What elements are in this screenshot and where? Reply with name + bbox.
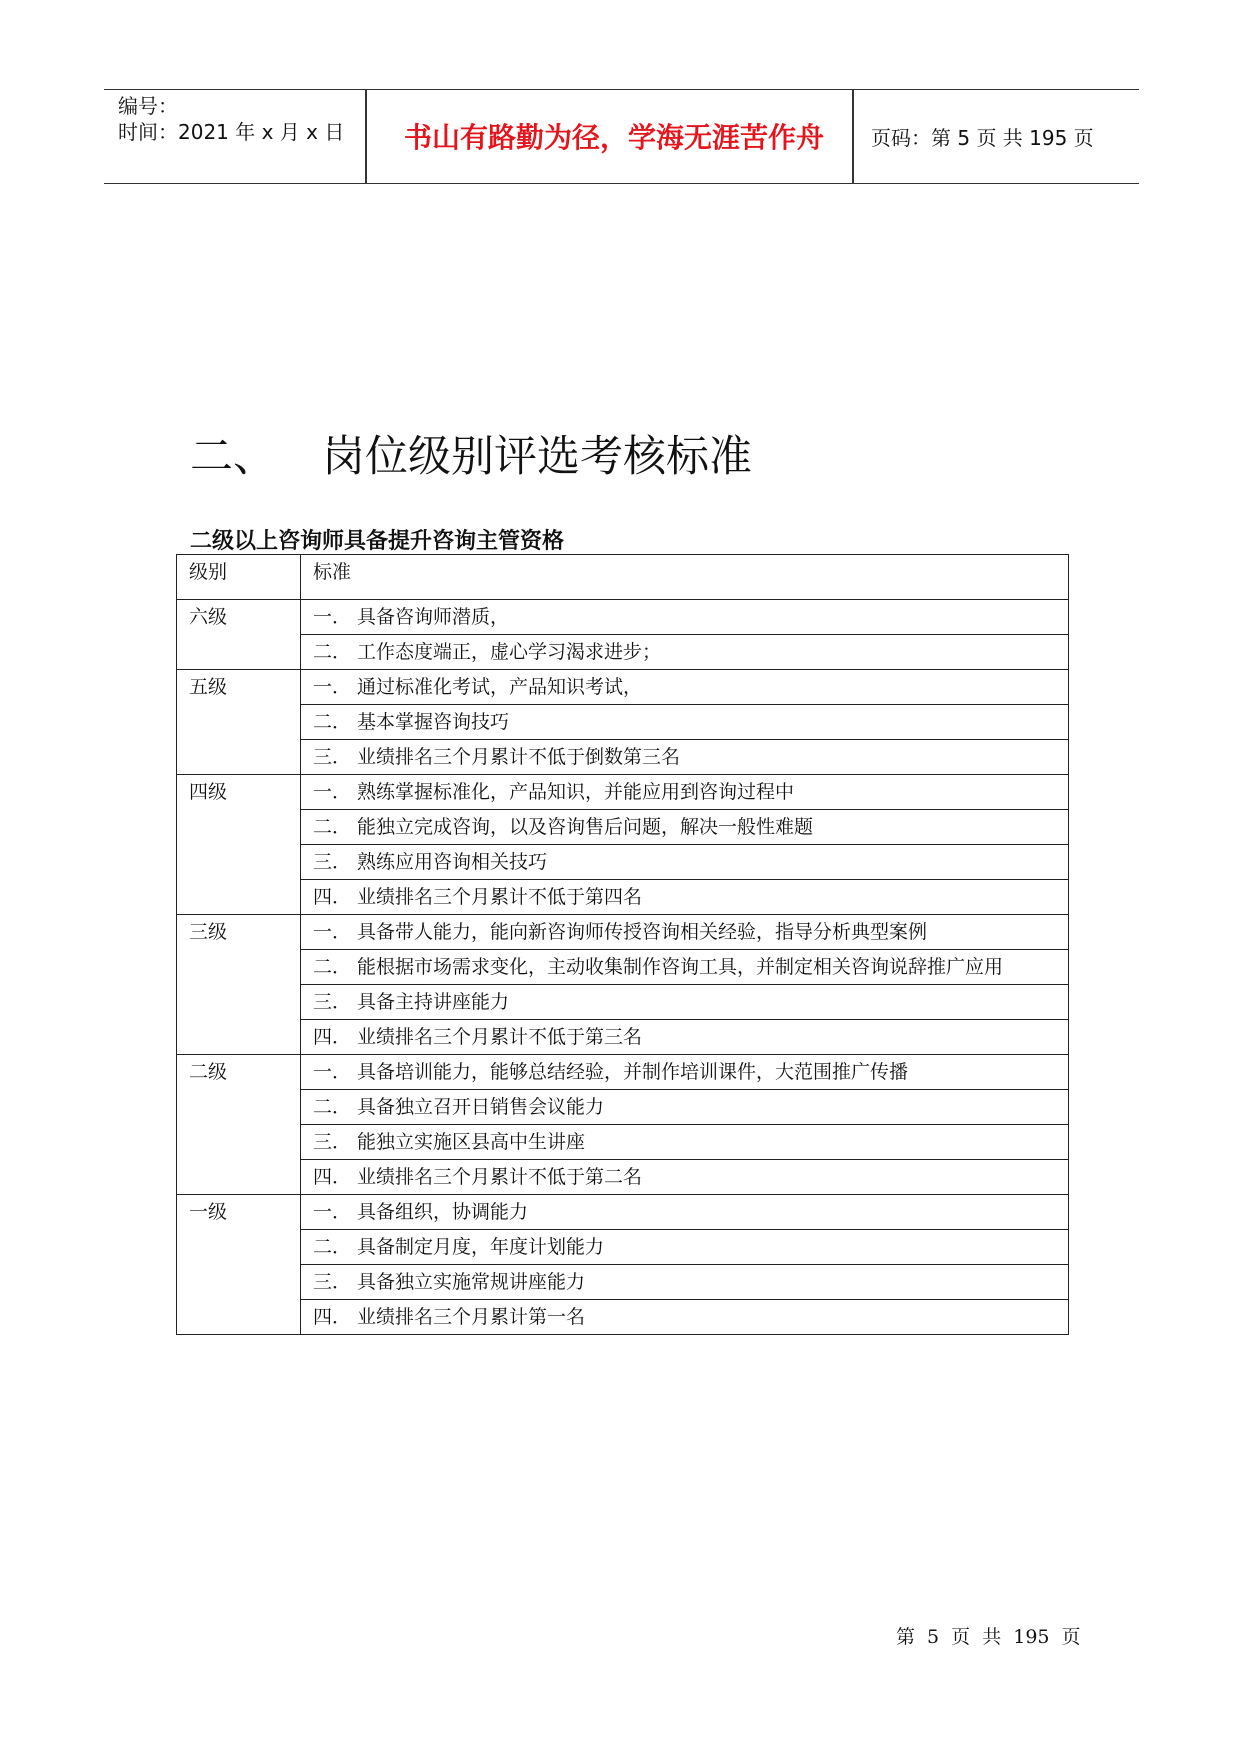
- criterion-text: 能独立实施区县高中生讲座: [357, 1131, 586, 1153]
- criterion-text: 业绩排名三个月累计不低于第四名: [357, 886, 643, 908]
- page-footer: 第 5 页 共 195 页: [896, 1626, 1081, 1648]
- criterion-index: 三．: [313, 1271, 352, 1293]
- table-row: [177, 1125, 1069, 1160]
- criterion-cell: [301, 1195, 1069, 1230]
- criterion-text: 业绩排名三个月累计不低于第三名: [357, 1026, 643, 1048]
- criterion-text: 能根据市场需求变化，主动收集制作咨询工具，并制定相关咨询说辞推广应用: [357, 956, 1004, 978]
- criterion-cell: [301, 1160, 1069, 1195]
- criterion-index: 二．: [313, 641, 352, 663]
- criterion-item: [313, 1024, 1058, 1050]
- criterion-item: [313, 604, 1058, 630]
- criterion-index: 三．: [313, 991, 352, 1013]
- criterion-text: 通过标准化考试，产品知识考试，: [357, 676, 643, 698]
- table-row: [177, 880, 1069, 915]
- section-number: 二、: [190, 432, 276, 482]
- table-row: [177, 1020, 1069, 1055]
- criterion-item: [313, 1234, 1058, 1260]
- criterion-item: [313, 954, 1058, 980]
- level-cell: 一级: [177, 1195, 301, 1335]
- criterion-text: 具备独立实施常规讲座能力: [357, 1271, 586, 1293]
- criterion-text: 熟练掌握标准化，产品知识，并能应用到咨询过程中: [357, 781, 795, 803]
- criterion-index: 二．: [313, 816, 352, 838]
- criterion-cell: [301, 1055, 1069, 1090]
- table-row: [177, 845, 1069, 880]
- criterion-index: 一．: [313, 606, 352, 628]
- criterion-cell: [301, 705, 1069, 740]
- criterion-cell: [301, 1300, 1069, 1335]
- criterion-index: 一．: [313, 1201, 352, 1223]
- level-cell: 二级: [177, 1055, 301, 1195]
- table-row: [177, 810, 1069, 845]
- header-cell-level: 级别: [177, 555, 301, 600]
- header-cell-criteria: 标准: [301, 555, 1069, 600]
- criterion-index: 四．: [313, 1026, 352, 1048]
- table-row: [177, 1055, 1069, 1090]
- criterion-cell: [301, 880, 1069, 915]
- table-caption: 二级以上咨询师具备提升咨询主管资格: [190, 529, 565, 554]
- header-divider: [852, 90, 854, 183]
- table-row: [177, 1195, 1069, 1230]
- table-row: [177, 600, 1069, 635]
- criterion-index: 四．: [313, 1306, 352, 1328]
- criterion-item: [313, 814, 1058, 840]
- table-row: [177, 915, 1069, 950]
- header-page-info: 页码：第 5 页 共 195 页: [871, 126, 1094, 150]
- criterion-text: 业绩排名三个月累计不低于倒数第三名: [357, 746, 681, 768]
- level-cell: 三级: [177, 915, 301, 1055]
- criterion-item: [313, 989, 1058, 1015]
- section-title: 岗位级别评选考核标准: [322, 432, 752, 482]
- level-cell: 六级: [177, 600, 301, 670]
- criterion-cell: [301, 1020, 1069, 1055]
- table-row: [177, 1090, 1069, 1125]
- criterion-cell: [301, 950, 1069, 985]
- criterion-item: [313, 849, 1058, 875]
- level-cell: 四级: [177, 775, 301, 915]
- criterion-item: [313, 1269, 1058, 1295]
- table-row: [177, 670, 1069, 705]
- table-row: [177, 1265, 1069, 1300]
- criterion-text: 业绩排名三个月累计第一名: [357, 1306, 586, 1328]
- section-heading: [190, 423, 752, 484]
- number-label: 编号：: [118, 94, 178, 118]
- criterion-cell: [301, 600, 1069, 635]
- criterion-item: [313, 639, 1058, 665]
- criterion-cell: [301, 670, 1069, 705]
- criterion-item: [313, 1129, 1058, 1155]
- header-divider: [365, 90, 367, 183]
- level-cell: 五级: [177, 670, 301, 775]
- criterion-cell: [301, 915, 1069, 950]
- criterion-item: [313, 884, 1058, 910]
- criterion-index: 三．: [313, 851, 352, 873]
- page-header: [104, 89, 1139, 184]
- table-row: [177, 635, 1069, 670]
- criterion-index: 四．: [313, 1166, 352, 1188]
- criterion-cell: [301, 1265, 1069, 1300]
- criterion-cell: [301, 775, 1069, 810]
- table-row: [177, 705, 1069, 740]
- criterion-item: [313, 1199, 1058, 1225]
- criteria-table: [176, 554, 1069, 1335]
- criterion-cell: [301, 985, 1069, 1020]
- criterion-index: 二．: [313, 1236, 352, 1258]
- time-label: 时间：2021 年 x 月 x 日: [118, 120, 345, 144]
- criterion-cell: [301, 635, 1069, 670]
- criterion-text: 能独立完成咨询，以及咨询售后问题，解决一般性难题: [357, 816, 814, 838]
- criterion-item: [313, 779, 1058, 805]
- criterion-item: [313, 1304, 1058, 1330]
- criterion-index: 一．: [313, 781, 352, 803]
- criterion-text: 基本掌握咨询技巧: [357, 711, 510, 733]
- criterion-text: 具备制定月度，年度计划能力: [357, 1236, 605, 1258]
- table-row: [177, 775, 1069, 810]
- criterion-text: 业绩排名三个月累计不低于第二名: [357, 1166, 643, 1188]
- table-row: [177, 1230, 1069, 1265]
- criterion-index: 二．: [313, 956, 352, 978]
- criterion-cell: [301, 810, 1069, 845]
- criterion-text: 工作态度端正，虚心学习渴求进步；: [357, 641, 662, 663]
- criterion-item: [313, 709, 1058, 735]
- header-meta: [118, 93, 344, 145]
- criterion-text: 具备带人能力，能向新咨询师传授咨询相关经验，指导分析典型案例: [357, 921, 928, 943]
- criterion-cell: [301, 740, 1069, 775]
- criterion-index: 一．: [313, 1061, 352, 1083]
- criterion-cell: [301, 1090, 1069, 1125]
- table-header-row: [177, 555, 1069, 600]
- criterion-cell: [301, 1125, 1069, 1160]
- criterion-text: 熟练应用咨询相关技巧: [357, 851, 548, 873]
- criterion-index: 一．: [313, 676, 352, 698]
- criterion-item: [313, 919, 1058, 945]
- criteria-table-body: [177, 555, 1069, 1335]
- table-row: [177, 950, 1069, 985]
- criterion-text: 具备咨询师潜质，: [357, 606, 510, 628]
- criterion-cell: [301, 845, 1069, 880]
- criterion-text: 具备独立召开日销售会议能力: [357, 1096, 605, 1118]
- table-row: [177, 740, 1069, 775]
- criterion-item: [313, 744, 1058, 770]
- criterion-text: 具备培训能力，能够总结经验，并制作培训课件，大范围推广传播: [357, 1061, 909, 1083]
- criterion-index: 一．: [313, 921, 352, 943]
- criterion-index: 二．: [313, 1096, 352, 1118]
- criterion-index: 四．: [313, 886, 352, 908]
- table-row: [177, 1160, 1069, 1195]
- criterion-item: [313, 1059, 1058, 1085]
- criterion-index: 三．: [313, 746, 352, 768]
- header-motto: 书山有路勤为径，学海无涯苦作舟: [403, 121, 824, 154]
- criterion-text: 具备组织，协调能力: [357, 1201, 529, 1223]
- criterion-item: [313, 1094, 1058, 1120]
- criterion-text: 具备主持讲座能力: [357, 991, 510, 1013]
- criterion-index: 三．: [313, 1131, 352, 1153]
- criterion-item: [313, 674, 1058, 700]
- table-row: [177, 985, 1069, 1020]
- table-row: [177, 1300, 1069, 1335]
- criterion-cell: [301, 1230, 1069, 1265]
- criterion-item: [313, 1164, 1058, 1190]
- criterion-index: 二．: [313, 711, 352, 733]
